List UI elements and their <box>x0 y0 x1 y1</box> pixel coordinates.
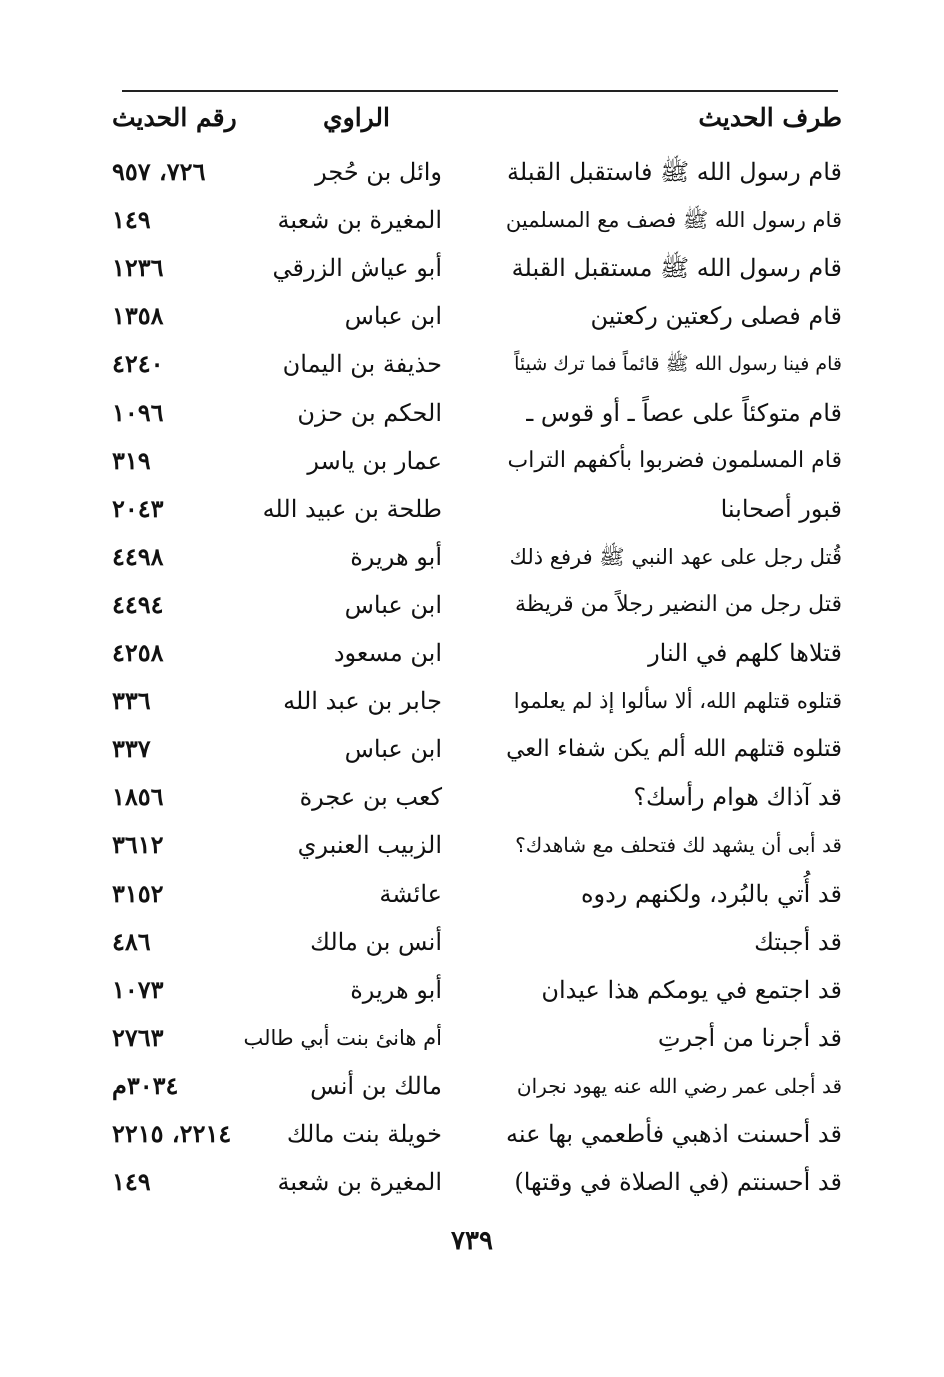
hadith-incipit: قد آذاك هوام رأسك؟ <box>633 783 842 812</box>
index-row <box>112 489 842 529</box>
hadith-incipit: قد أُتي بالبُرد، ولكنهم ردوه <box>580 879 842 908</box>
page-number: ٧٣٩ <box>451 1226 493 1256</box>
index-row <box>112 1114 842 1154</box>
narrator: جابر بن عبد الله <box>283 687 442 716</box>
hadith-number: ٢٢١٤، ٢٢١٥ <box>112 1119 232 1148</box>
index-row <box>112 922 842 962</box>
narrator: الزبيب العنبري <box>297 831 442 860</box>
narrator: ابن عباس <box>344 735 442 764</box>
hadith-incipit: قد أحسنت اذهبي فأطعمي بها عنه <box>505 1120 842 1148</box>
hadith-number: ١٠٩٦ <box>112 397 164 427</box>
narrator: أبو هريرة <box>350 542 442 571</box>
index-row <box>112 296 842 336</box>
hadith-number: ١٣٥٨ <box>112 301 164 331</box>
hadith-number: ٣٣٧ <box>112 734 151 764</box>
hadith-number: ٤٢٤٠ <box>112 349 164 379</box>
index-row <box>112 825 842 865</box>
hadith-incipit: قام رسول الله ﷺ مستقبل القبلة <box>511 254 842 283</box>
hadith-number: ٧٢٦، ٩٥٧ <box>112 157 206 186</box>
hadith-number: ٣١٥٢ <box>112 878 164 908</box>
narrator: عائشة <box>379 879 442 908</box>
narrator: أم هانئ بنت أبي طالب <box>243 1025 442 1050</box>
index-row <box>112 681 842 721</box>
narrator: المغيرة بن شعبة <box>277 1168 442 1197</box>
index-row <box>112 633 842 673</box>
index-row <box>112 1018 842 1058</box>
hadith-number: ٣٠٣٤م <box>112 1070 179 1100</box>
index-row <box>112 729 842 769</box>
narrator: كعب بن عجرة <box>299 783 442 812</box>
index-row <box>112 777 842 817</box>
index-row <box>112 537 842 577</box>
header-number: رقم الحديث <box>112 103 237 132</box>
hadith-incipit: قتلوه قتلهم الله ألم يكن شفاء العي <box>506 736 842 763</box>
hadith-incipit: قتل رجل من النضير رجلاً من قريظة <box>514 591 842 617</box>
hadith-incipit: قُتل رجل على عهد النبي ﷺ فرفع ذلك <box>509 544 842 569</box>
hadith-incipit: قام رسول الله ﷺ فاستقبل القبلة <box>507 158 842 186</box>
index-row <box>112 970 842 1010</box>
narrator: حذيفة بن اليمان <box>282 350 442 379</box>
hadith-incipit: قام فصلى ركعتين ركعتين <box>590 302 842 331</box>
narrator: طلحة بن عبيد الله <box>262 494 442 523</box>
narrator: أنس بن مالك <box>310 927 442 956</box>
index-row <box>112 1066 842 1106</box>
index-row <box>112 441 842 481</box>
index-row <box>112 200 842 240</box>
hadith-number: ١٨٥٦ <box>112 782 164 812</box>
hadith-number: ٤٨٦ <box>112 926 151 956</box>
narrator: عمار بن ياسر <box>307 446 442 475</box>
hadith-incipit: قد أحسنتم (في الصلاة في وقتها) <box>514 1168 842 1197</box>
header-hadith: طرف الحديث <box>698 103 842 132</box>
hadith-number: ٣٣٦ <box>112 686 151 716</box>
narrator: خويلة بنت مالك <box>286 1120 442 1148</box>
hadith-number: ١٢٣٦ <box>112 253 164 283</box>
hadith-incipit: قام المسلمون فضربوا بأكفهم التراب <box>507 447 842 473</box>
hadith-incipit: قتلاها كلهم في النار <box>648 639 842 667</box>
narrator: ابن مسعود <box>333 639 442 667</box>
index-row <box>112 248 842 288</box>
narrator: ابن عباس <box>344 302 442 331</box>
hadith-number: ٢٠٤٣ <box>112 493 164 523</box>
hadith-incipit: قد اجتمع في يومكم هذا عيدان <box>541 975 842 1004</box>
index-row <box>112 152 842 192</box>
hadith-number: ٣٦١٢ <box>112 830 164 860</box>
hadith-number: ١٠٧٣ <box>112 974 164 1004</box>
hadith-number: ٤٤٩٤ <box>112 589 164 619</box>
hadith-incipit: قام رسول الله ﷺ فصف مع المسلمين <box>505 208 842 233</box>
hadith-number: ٣١٩ <box>112 445 151 475</box>
index-row <box>112 585 842 625</box>
narrator: وائل بن حُجر <box>315 158 442 186</box>
hadith-incipit: قام متوكئاً على عصاً ـ أو قوس ـ <box>526 398 842 427</box>
header-narrator: الراوي <box>323 103 390 132</box>
hadith-incipit: قد أبى أن يشهد لك فتحلف مع شاهدك؟ <box>515 833 842 858</box>
hadith-number: ١٤٩ <box>112 205 151 235</box>
hadith-incipit: قد أجرنا من أجرتِ <box>657 1023 842 1052</box>
narrator: المغيرة بن شعبة <box>277 206 442 235</box>
narrator: الحكم بن حزن <box>297 398 442 427</box>
narrator: أبو هريرة <box>350 975 442 1004</box>
index-row <box>112 874 842 914</box>
index-row <box>112 393 842 433</box>
narrator: مالك بن أنس <box>310 1071 442 1100</box>
hadith-incipit: قتلوه قتلهم الله، ألا سألوا إذ لم يعلموا <box>513 689 842 714</box>
hadith-number: ٢٧٦٣ <box>112 1022 164 1052</box>
hadith-number: ٤٤٩٨ <box>112 541 164 571</box>
hadith-incipit: قام فينا رسول الله ﷺ قائماً فما ترك شيئاً <box>514 353 842 376</box>
narrator: ابن عباس <box>344 590 442 619</box>
hadith-number: ٤٢٥٨ <box>112 638 164 667</box>
hadith-incipit: قبور أصحابنا <box>720 494 842 523</box>
index-row <box>112 1162 842 1202</box>
index-row <box>112 344 842 384</box>
hadith-incipit: قد أجلى عمر رضي الله عنه يهود نجران <box>516 1073 842 1098</box>
hadith-number: ١٤٩ <box>112 1167 151 1197</box>
narrator: أبو عياش الزرقي <box>272 254 442 283</box>
hadith-incipit: قد أجبتك <box>754 927 842 956</box>
